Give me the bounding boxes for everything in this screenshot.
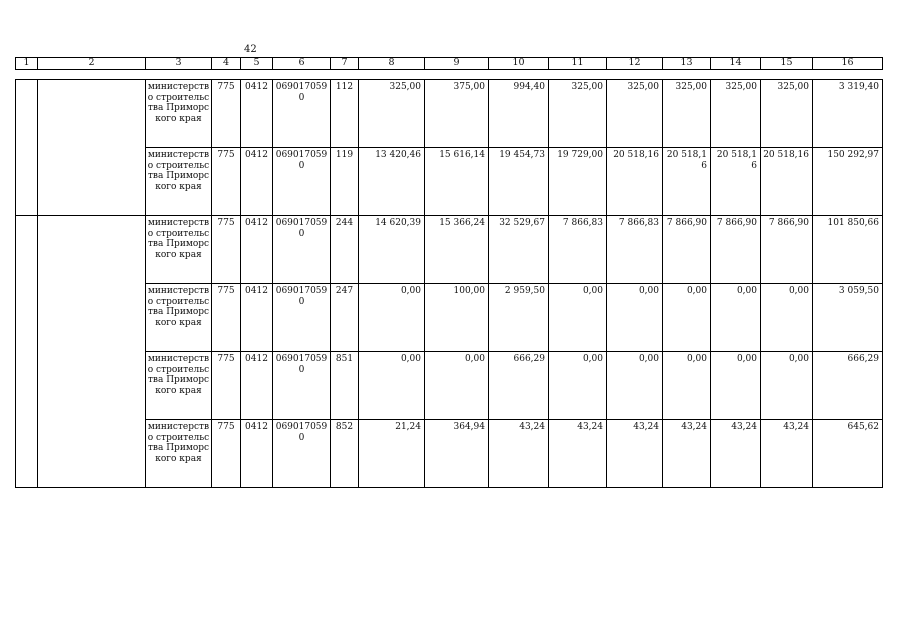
cell-col1-empty bbox=[16, 284, 38, 352]
cell-value-10: 2 959,50 bbox=[489, 284, 549, 352]
cell-col2-empty bbox=[38, 352, 146, 420]
cell-value-15: 43,24 bbox=[761, 420, 813, 488]
cell-code-6: 0690170590 bbox=[273, 352, 331, 420]
column-header-15: 15 bbox=[761, 58, 813, 70]
cell-value-16: 3 319,40 bbox=[813, 80, 883, 148]
cell-value-13: 325,00 bbox=[663, 80, 711, 148]
cell-department: министерство строительства Приморского края bbox=[146, 284, 212, 352]
cell-department: министерство строительства Приморского края bbox=[146, 148, 212, 216]
column-header-12: 12 bbox=[607, 58, 663, 70]
cell-value-9: 364,94 bbox=[425, 420, 489, 488]
cell-value-11: 43,24 bbox=[549, 420, 607, 488]
cell-value-15: 20 518,16 bbox=[761, 148, 813, 216]
cell-value-8: 0,00 bbox=[359, 352, 425, 420]
cell-value-14: 0,00 bbox=[711, 352, 761, 420]
cell-value-13: 20 518,16 bbox=[663, 148, 711, 216]
cell-value-9: 15 616,14 bbox=[425, 148, 489, 216]
cell-value-14: 7 866,90 bbox=[711, 216, 761, 284]
cell-value-16: 3 059,50 bbox=[813, 284, 883, 352]
cell-code-7: 119 bbox=[331, 148, 359, 216]
cell-code-4: 775 bbox=[212, 284, 241, 352]
cell-value-8: 325,00 bbox=[359, 80, 425, 148]
cell-code-5: 0412 bbox=[241, 216, 273, 284]
cell-value-15: 0,00 bbox=[761, 284, 813, 352]
cell-code-5: 0412 bbox=[241, 80, 273, 148]
cell-col1-empty bbox=[16, 352, 38, 420]
cell-value-9: 375,00 bbox=[425, 80, 489, 148]
table-row bbox=[16, 80, 883, 148]
table-row bbox=[16, 352, 883, 420]
cell-value-10: 43,24 bbox=[489, 420, 549, 488]
cell-code-7: 851 bbox=[331, 352, 359, 420]
column-header-1: 1 bbox=[16, 58, 38, 70]
cell-value-14: 325,00 bbox=[711, 80, 761, 148]
cell-value-9: 0,00 bbox=[425, 352, 489, 420]
cell-value-12: 20 518,16 bbox=[607, 148, 663, 216]
cell-code-6: 0690170590 bbox=[273, 148, 331, 216]
cell-value-16: 645,62 bbox=[813, 420, 883, 488]
cell-value-11: 0,00 bbox=[549, 284, 607, 352]
cell-value-15: 7 866,90 bbox=[761, 216, 813, 284]
cell-value-11: 19 729,00 bbox=[549, 148, 607, 216]
cell-value-14: 43,24 bbox=[711, 420, 761, 488]
cell-value-10: 32 529,67 bbox=[489, 216, 549, 284]
cell-value-13: 43,24 bbox=[663, 420, 711, 488]
cell-code-6: 0690170590 bbox=[273, 80, 331, 148]
cell-department: министерство строительства Приморского края bbox=[146, 80, 212, 148]
cell-code-4: 775 bbox=[212, 352, 241, 420]
cell-col1-empty bbox=[16, 420, 38, 488]
page-number: 42 bbox=[244, 44, 257, 55]
table-row bbox=[16, 216, 883, 284]
column-header-14: 14 bbox=[711, 58, 761, 70]
cell-value-8: 21,24 bbox=[359, 420, 425, 488]
column-header-row bbox=[16, 58, 883, 70]
cell-value-12: 43,24 bbox=[607, 420, 663, 488]
cell-value-13: 7 866,90 bbox=[663, 216, 711, 284]
column-header-9: 9 bbox=[425, 58, 489, 70]
cell-value-15: 325,00 bbox=[761, 80, 813, 148]
column-header-8: 8 bbox=[359, 58, 425, 70]
cell-value-14: 20 518,16 bbox=[711, 148, 761, 216]
cell-value-16: 666,29 bbox=[813, 352, 883, 420]
cell-value-13: 0,00 bbox=[663, 352, 711, 420]
cell-code-5: 0412 bbox=[241, 284, 273, 352]
cell-value-16: 101 850,66 bbox=[813, 216, 883, 284]
table-row bbox=[16, 148, 883, 216]
cell-col1-empty bbox=[16, 148, 38, 216]
cell-value-12: 325,00 bbox=[607, 80, 663, 148]
cell-col2-empty bbox=[38, 148, 146, 216]
cell-col2-empty bbox=[38, 284, 146, 352]
cell-value-8: 14 620,39 bbox=[359, 216, 425, 284]
cell-code-7: 852 bbox=[331, 420, 359, 488]
cell-value-9: 15 366,24 bbox=[425, 216, 489, 284]
cell-value-10: 19 454,73 bbox=[489, 148, 549, 216]
cell-value-11: 325,00 bbox=[549, 80, 607, 148]
column-header-16: 16 bbox=[813, 58, 883, 70]
cell-department: министерство строительства Приморского края bbox=[146, 420, 212, 488]
table-row bbox=[16, 420, 883, 488]
budget-table bbox=[15, 79, 883, 488]
column-header-6: 6 bbox=[273, 58, 331, 70]
cell-code-6: 0690170590 bbox=[273, 284, 331, 352]
column-header-3: 3 bbox=[146, 58, 212, 70]
cell-value-15: 0,00 bbox=[761, 352, 813, 420]
cell-code-4: 775 bbox=[212, 148, 241, 216]
cell-value-8: 0,00 bbox=[359, 284, 425, 352]
cell-value-10: 666,29 bbox=[489, 352, 549, 420]
cell-value-11: 0,00 bbox=[549, 352, 607, 420]
cell-value-9: 100,00 bbox=[425, 284, 489, 352]
cell-code-5: 0412 bbox=[241, 148, 273, 216]
cell-code-5: 0412 bbox=[241, 420, 273, 488]
cell-code-4: 775 bbox=[212, 80, 241, 148]
cell-col2-empty bbox=[38, 420, 146, 488]
column-header-11: 11 bbox=[549, 58, 607, 70]
cell-value-12: 0,00 bbox=[607, 284, 663, 352]
cell-code-5: 0412 bbox=[241, 352, 273, 420]
cell-code-6: 0690170590 bbox=[273, 216, 331, 284]
cell-code-4: 775 bbox=[212, 420, 241, 488]
column-header-5: 5 bbox=[241, 58, 273, 70]
column-header-2: 2 bbox=[38, 58, 146, 70]
cell-col1-empty bbox=[16, 216, 38, 284]
cell-value-8: 13 420,46 bbox=[359, 148, 425, 216]
table-row bbox=[16, 284, 883, 352]
cell-value-13: 0,00 bbox=[663, 284, 711, 352]
column-header-13: 13 bbox=[663, 58, 711, 70]
cell-code-7: 247 bbox=[331, 284, 359, 352]
cell-value-14: 0,00 bbox=[711, 284, 761, 352]
cell-value-12: 7 866,83 bbox=[607, 216, 663, 284]
cell-value-12: 0,00 bbox=[607, 352, 663, 420]
cell-department: министерство строительства Приморского края bbox=[146, 352, 212, 420]
cell-code-7: 112 bbox=[331, 80, 359, 148]
cell-value-16: 150 292,97 bbox=[813, 148, 883, 216]
cell-col2-empty bbox=[38, 80, 146, 148]
column-header-7: 7 bbox=[331, 58, 359, 70]
column-header-10: 10 bbox=[489, 58, 549, 70]
cell-code-6: 0690170590 bbox=[273, 420, 331, 488]
cell-code-7: 244 bbox=[331, 216, 359, 284]
cell-department: министерство строительства Приморского края bbox=[146, 216, 212, 284]
column-header-table bbox=[15, 57, 883, 70]
column-header-4: 4 bbox=[212, 58, 241, 70]
cell-value-10: 994,40 bbox=[489, 80, 549, 148]
cell-col2-empty bbox=[38, 216, 146, 284]
cell-code-4: 775 bbox=[212, 216, 241, 284]
cell-value-11: 7 866,83 bbox=[549, 216, 607, 284]
cell-col1-empty bbox=[16, 80, 38, 148]
